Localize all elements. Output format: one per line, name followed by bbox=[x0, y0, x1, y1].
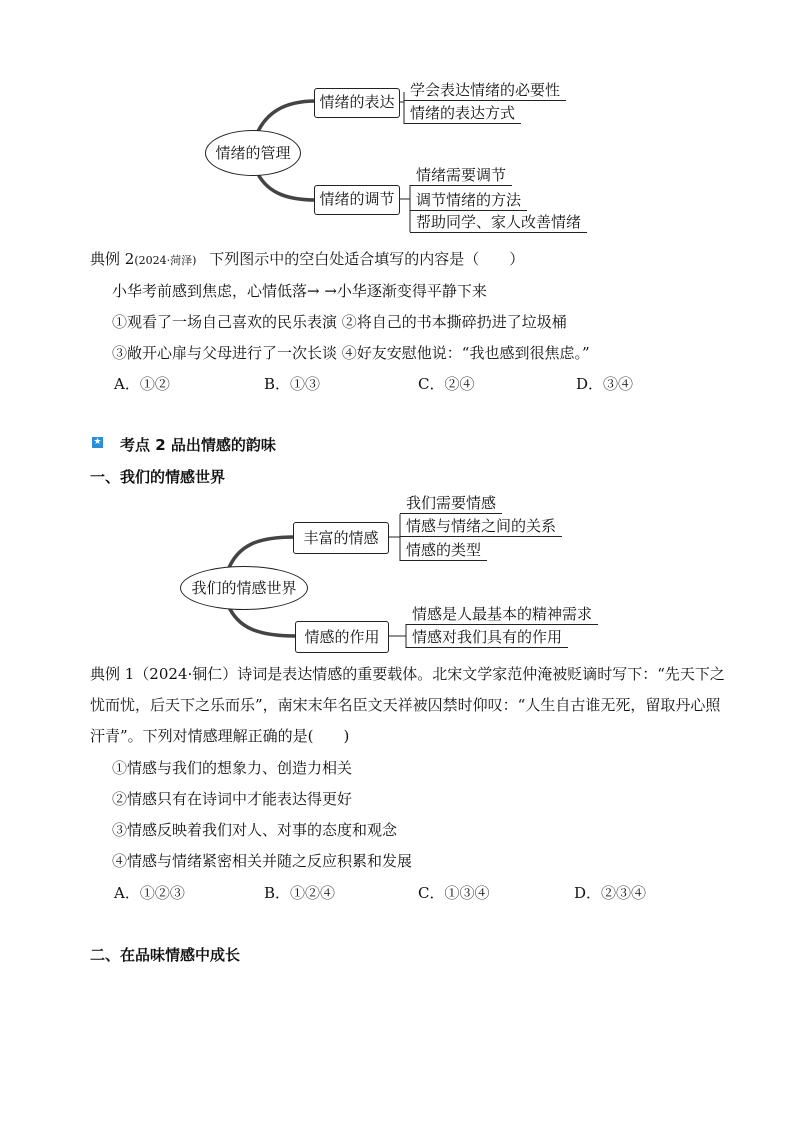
map1-branch: 学会表达情绪的必要性 bbox=[404, 80, 566, 101]
map2-node-emotion-role: 情感的作用 bbox=[295, 621, 389, 653]
map1-branch: 帮助同学、家人改善情绪 bbox=[410, 212, 587, 233]
example1-line: 典例 1（2024·铜仁）诗词是表达情感的重要载体。北宋文学家范仲淹被贬谪时写下：“先天下之 bbox=[90, 665, 725, 683]
example-source: (2024·菏泽) bbox=[134, 254, 197, 267]
section-title: 考点 2 品出情感的韵味 bbox=[120, 436, 276, 454]
map1-branch: 情绪需要调节 bbox=[410, 165, 512, 186]
example1-option-c[interactable]: C．①③④ bbox=[418, 884, 490, 902]
example2-option-a[interactable]: A．①② bbox=[114, 375, 170, 393]
map2-curve-top bbox=[228, 537, 294, 570]
example2-heading bbox=[90, 248, 524, 269]
map2-node-rich-emotions: 丰富的情感 bbox=[293, 522, 389, 554]
example1-line: 汗青”。下列对情感理解正确的是( ) bbox=[90, 727, 350, 745]
map2-center: 我们的情感世界 bbox=[180, 566, 308, 610]
map2-branch: 情感与情绪之间的关系 bbox=[400, 516, 562, 537]
example1-item: ①情感与我们的想象力、创造力相关 bbox=[112, 759, 353, 777]
example1-item: ③情感反映着我们对人、对事的态度和观念 bbox=[112, 821, 398, 839]
subsection-title-1: 一、我们的情感世界 bbox=[90, 468, 226, 486]
map2-branch: 我们需要情感 bbox=[400, 493, 502, 514]
example2-question: 下列图示中的空白处适合填写的内容是（ ） bbox=[209, 250, 525, 268]
example1-item: ②情感只有在诗词中才能表达得更好 bbox=[112, 790, 353, 808]
example2-items-row2: ③敞开心扉与父母进行了一次长谈 ④好友安慰他说：“我也感到很焦虑。” bbox=[112, 344, 590, 362]
example1-item: ④情感与情绪紧密相关并随之反应积累和发展 bbox=[112, 852, 413, 870]
example-number: 2 bbox=[124, 250, 135, 268]
example1-option-b[interactable]: B．①②④ bbox=[264, 884, 336, 902]
example1-line: 忧而忧，后天下之乐而乐”，南宋末年名臣文天祥被囚禁时仰叹：“人生自古谁无死，留取丹心照 bbox=[90, 696, 721, 714]
map1-center: 情绪的管理 bbox=[205, 130, 301, 176]
map1-branch: 情绪的表达方式 bbox=[404, 103, 521, 124]
example2-scenario: 小华考前感到焦虑，心情低落→ →小华逐渐变得平静下来 bbox=[112, 282, 487, 300]
map1-branch: 调节情绪的方法 bbox=[410, 190, 527, 211]
example1-option-d[interactable]: D．②③④ bbox=[574, 884, 647, 902]
map2-branch: 情感是人最基本的精神需求 bbox=[406, 604, 598, 625]
map1-node-regulation: 情绪的调节 bbox=[314, 185, 400, 215]
map1-node-expression: 情绪的表达 bbox=[314, 88, 400, 118]
map2-branch: 情感的类型 bbox=[400, 540, 487, 561]
example2-option-b[interactable]: B．①③ bbox=[264, 375, 321, 393]
example2-items-row1: ①观看了一场自己喜欢的民乐表演 ②将自己的书本撕碎扔进了垃圾桶 bbox=[112, 313, 567, 331]
example1-option-a[interactable]: A．①②③ bbox=[114, 884, 185, 902]
map2-branch: 情感对我们具有的作用 bbox=[406, 627, 568, 648]
example2-option-d[interactable]: D．③④ bbox=[576, 375, 634, 393]
example-label: 典例 bbox=[90, 250, 121, 268]
subsection-title-2: 二、在品味情感中成长 bbox=[90, 946, 241, 964]
star-icon: ★ bbox=[93, 437, 102, 447]
example2-option-c[interactable]: C．②④ bbox=[418, 375, 475, 393]
